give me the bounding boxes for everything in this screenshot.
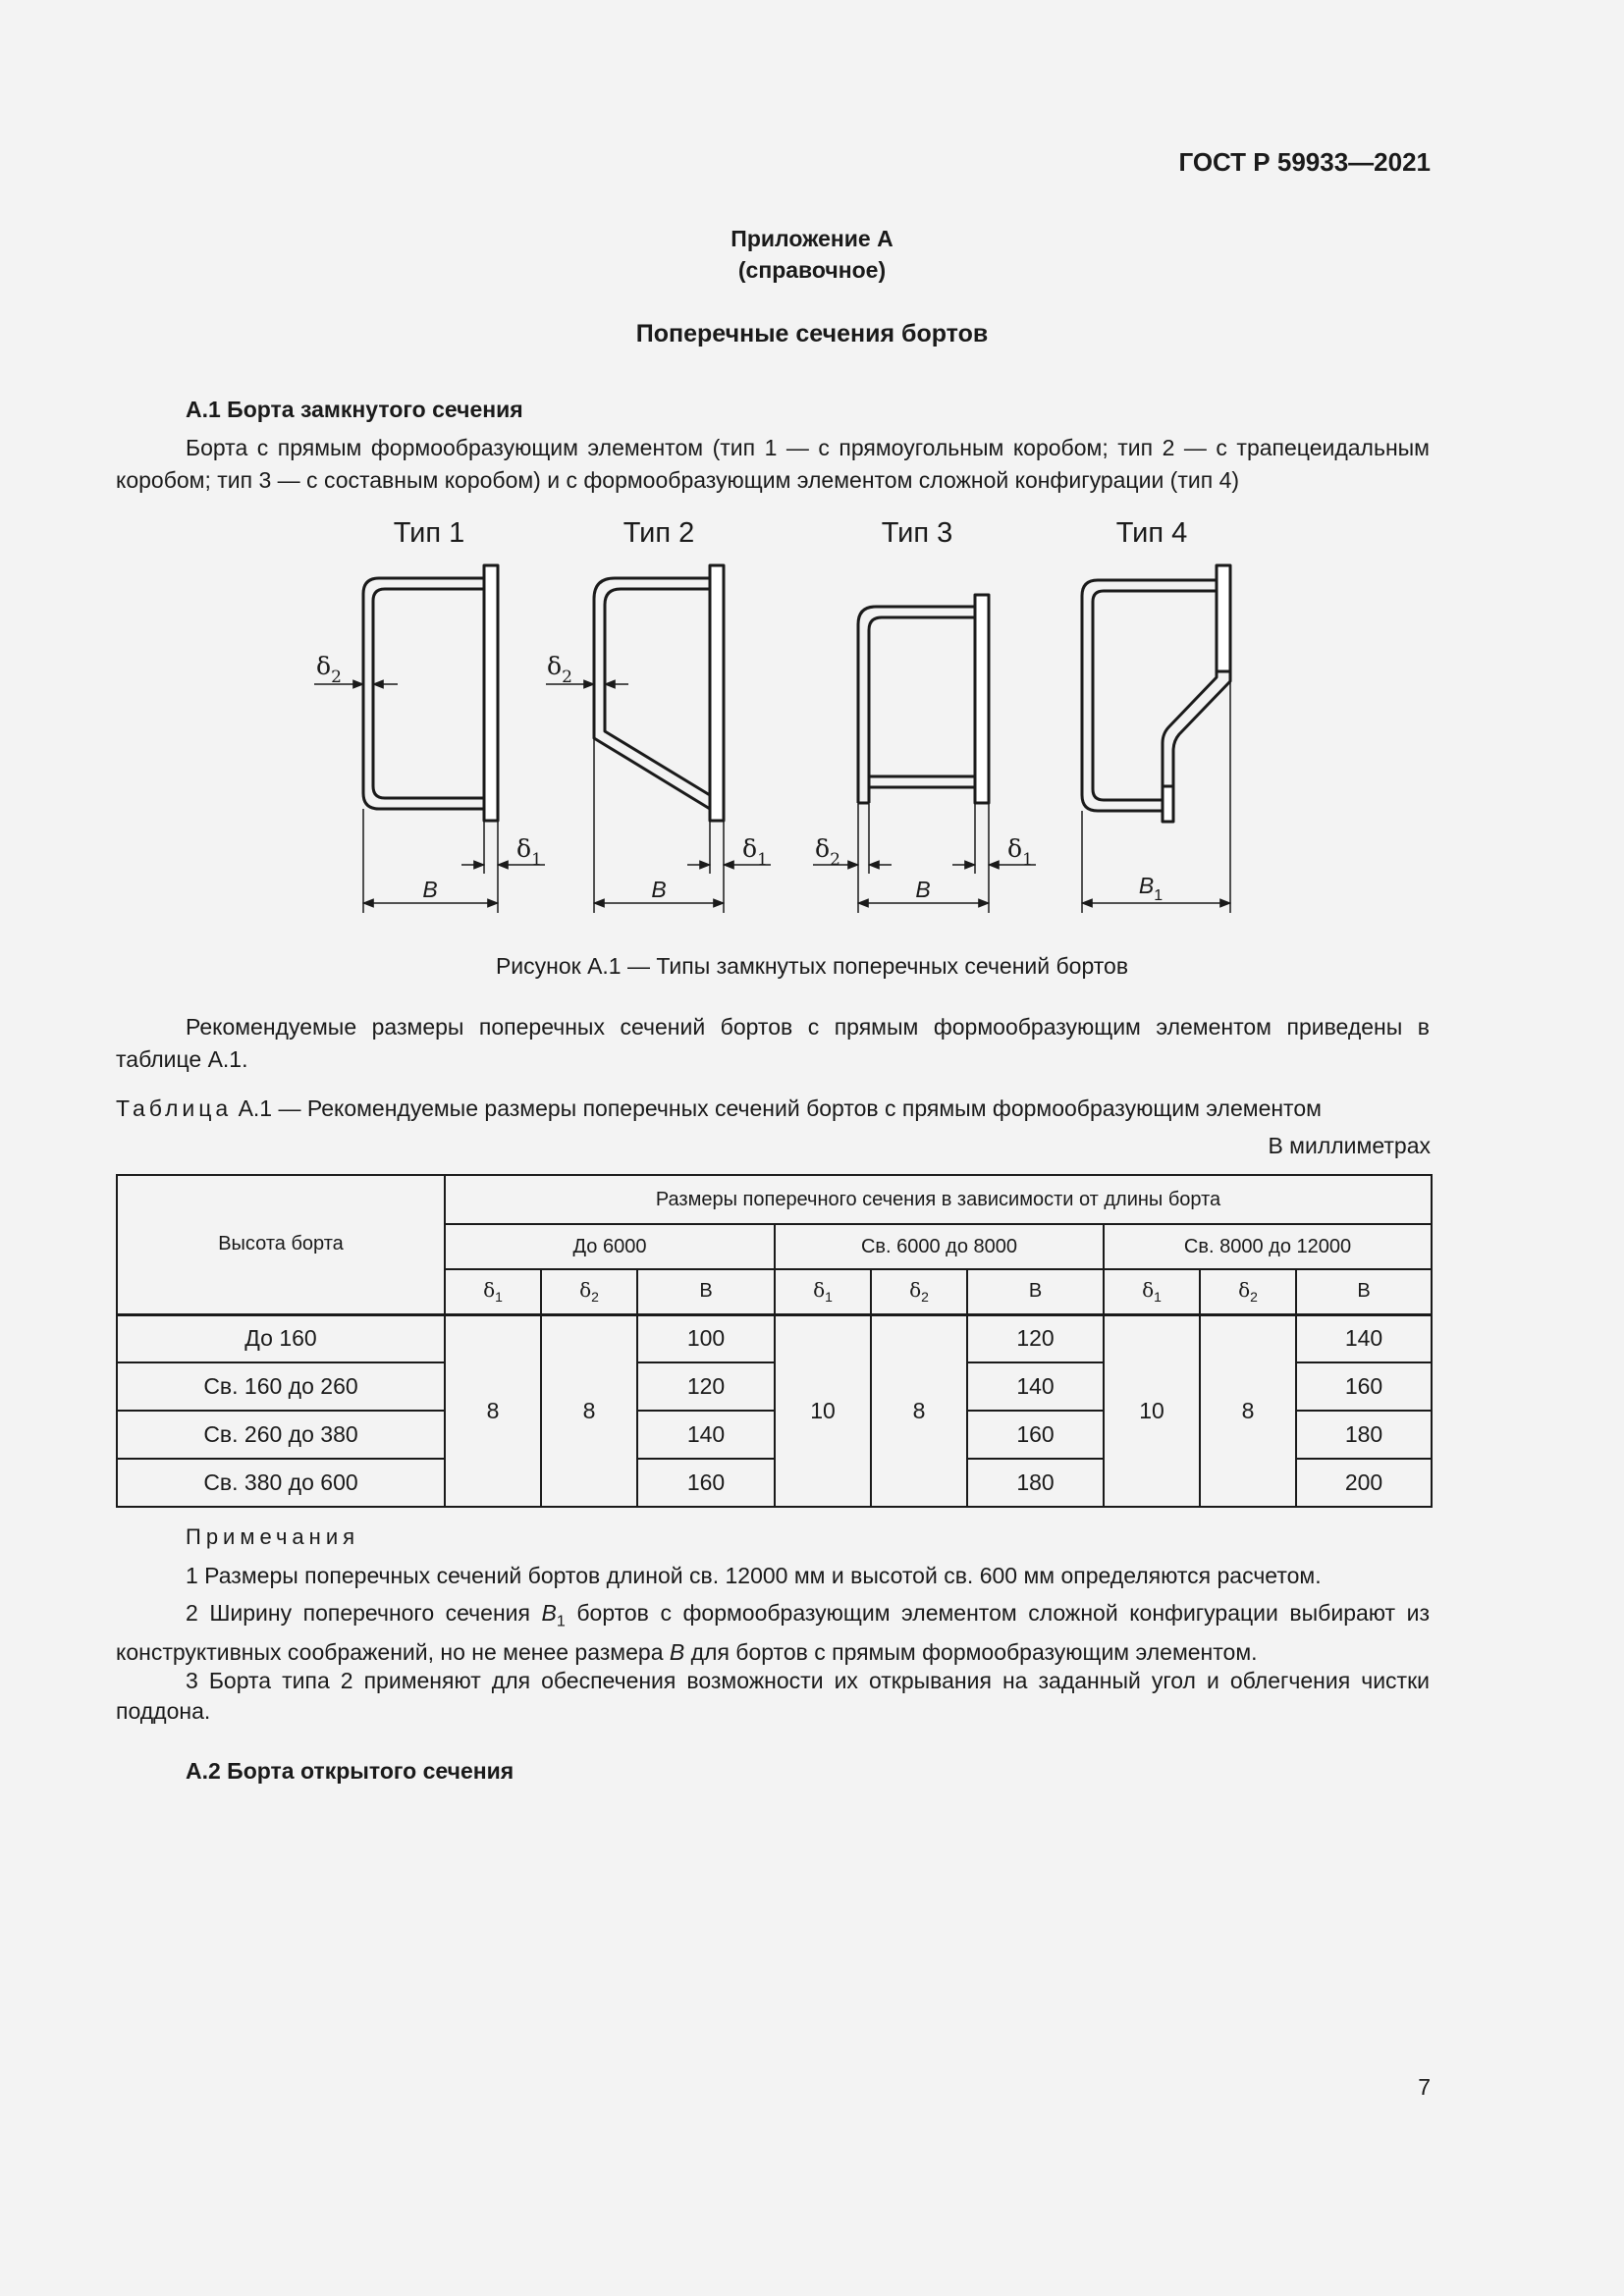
header-delta2-symbol: δ: [1238, 1278, 1251, 1303]
figure-label-delta2-type1: $\delta_2$: [316, 652, 342, 687]
header-delta1-sub: 1: [1154, 1289, 1162, 1306]
cell-d1-g2: 10: [775, 1314, 871, 1507]
cell-b-g1: 160: [637, 1459, 775, 1507]
note-2: [116, 1598, 1430, 1668]
cell-b-g3: 160: [1296, 1362, 1432, 1411]
section-type-1: [363, 565, 498, 821]
cell-b-g2: 140: [967, 1362, 1104, 1411]
cell-height: Св. 260 до 380: [117, 1411, 445, 1459]
dimensions-table: [116, 1174, 1433, 1508]
header-delta1: [1104, 1269, 1200, 1314]
header-delta1-sub: 1: [825, 1289, 833, 1306]
section-title: Поперечные сечения бортов: [635, 320, 989, 347]
cell-b-g2: 160: [967, 1411, 1104, 1459]
cell-height: До 160: [117, 1314, 445, 1362]
header-delta2: [871, 1269, 967, 1314]
figure-label-delta1-type3: $\delta_1$: [1007, 834, 1033, 870]
header-delta2-symbol: δ: [579, 1278, 592, 1303]
header-delta2: [1200, 1269, 1296, 1314]
note-2-part-a: 2 Ширину поперечного сечения: [186, 1600, 542, 1626]
paragraph-a1: Борта с прямым формообразующим элементом (тип 1 — с прямоугольным коробом; тип 2 — с трапецеидальным коробом; тип 3 — с составным коробом) и с формообразующим элементом сложной конфигурации (тип 4): [116, 435, 1430, 493]
figure-type-1-label: Тип 1: [393, 517, 465, 549]
table-units: В миллиметрах: [1268, 1133, 1431, 1158]
paragraph-intro-table: Рекомендуемые размеры поперечных сечений бортов с прямым формообразующим элементом приведены в таблице А.1.: [116, 1014, 1430, 1072]
cell-b-g3: 140: [1296, 1314, 1432, 1362]
figure-caption: Рисунок А.1 — Типы замкнутых поперечных сечений бортов: [495, 953, 1129, 979]
note-1: 1 Размеры поперечных сечений бортов длиной св. 12000 мм и высотой св. 600 мм определяются расчетом.: [186, 1563, 1322, 1588]
figure-label-b-type2: B: [651, 877, 667, 902]
figure-type-4-label: Тип 4: [1115, 517, 1188, 549]
cell-height: Св. 380 до 600: [117, 1459, 445, 1507]
figure-cross-sections: [0, 501, 1624, 933]
header-delta2-symbol: δ: [909, 1278, 922, 1303]
annex-subtitle: (справочное): [737, 257, 887, 283]
section-type-3: [858, 595, 989, 803]
note-2-b1: B: [541, 1600, 557, 1626]
header-delta1-sub: 1: [495, 1289, 503, 1306]
cell-d1-g3: 10: [1104, 1314, 1200, 1507]
header-height: Высота борта: [117, 1175, 445, 1314]
table-title: [116, 1095, 1430, 1122]
note-2-b1-sub: 1: [556, 1612, 566, 1630]
heading-a2: А.2 Борта открытого сечения: [186, 1758, 514, 1784]
table-title-text: А.1 — Рекомендуемые размеры поперечных сечений бортов с прямым формообразующим элементом: [238, 1095, 1322, 1121]
cell-b-g3: 180: [1296, 1411, 1432, 1459]
figure-label-b-type3: B: [915, 877, 931, 902]
cell-b-g2: 180: [967, 1459, 1104, 1507]
header-delta2: [541, 1269, 637, 1314]
notes-heading: Примечания: [186, 1524, 360, 1549]
note-2-part-e: для бортов с прямым формообразующим элементом.: [684, 1638, 1258, 1665]
figure-label-b-type1: B: [422, 877, 438, 902]
table-row: [117, 1314, 1432, 1362]
cell-b-g1: 120: [637, 1362, 775, 1411]
header-delta1-symbol: δ: [483, 1278, 496, 1303]
cell-b-g1: 140: [637, 1411, 775, 1459]
figure-label-delta1-type1: $\delta_1$: [516, 834, 542, 870]
header-group: Размеры поперечного сечения в зависимости от длины борта: [445, 1175, 1432, 1224]
cell-b-g3: 200: [1296, 1459, 1432, 1507]
header-delta1: [445, 1269, 541, 1314]
cell-d1-g1: 8: [445, 1314, 541, 1507]
header-delta1-symbol: δ: [813, 1278, 826, 1303]
header-delta2-sub: 2: [591, 1289, 599, 1306]
figure-label-b1-type4: $B_1$: [1138, 873, 1164, 904]
header-length-2: Св. 6000 до 8000: [775, 1224, 1104, 1269]
figure-label-delta1-type2: $\delta_1$: [742, 834, 768, 870]
heading-a1: А.1 Борта замкнутого сечения: [186, 397, 523, 422]
section-type-2: [594, 565, 724, 821]
figure-type-2-label: Тип 2: [623, 517, 695, 549]
cell-b-g1: 100: [637, 1314, 775, 1362]
header-delta1-symbol: δ: [1142, 1278, 1155, 1303]
header-length-3: Св. 8000 до 12000: [1104, 1224, 1432, 1269]
cell-d2-g3: 8: [1200, 1314, 1296, 1507]
header-delta2-sub: 2: [1250, 1289, 1258, 1306]
header-b: B: [637, 1269, 775, 1314]
page-number: 7: [1418, 2074, 1431, 2100]
cell-d2-g1: 8: [541, 1314, 637, 1507]
header-delta1: [775, 1269, 871, 1314]
document-code: ГОСТ Р 59933—2021: [1178, 147, 1431, 177]
header-length-1: До 6000: [445, 1224, 775, 1269]
cell-height: Св. 160 до 260: [117, 1362, 445, 1411]
annex-title: Приложение А: [731, 226, 893, 251]
cell-b-g2: 120: [967, 1314, 1104, 1362]
header-b: B: [967, 1269, 1104, 1314]
note-3: 3 Борта типа 2 применяют для обеспечения возможности их открывания на заданный угол и облегчения чистки поддона.: [116, 1668, 1430, 1724]
note-2-b: B: [669, 1638, 685, 1665]
cell-d2-g2: 8: [871, 1314, 967, 1507]
header-b: B: [1296, 1269, 1432, 1314]
figure-label-delta2-type3: $\delta_2$: [815, 834, 840, 870]
figure-label-delta2-type2: $\delta_2$: [547, 652, 572, 687]
figure-type-3-label: Тип 3: [881, 517, 953, 549]
section-type-4: [1082, 565, 1230, 822]
table-title-prefix: Таблица: [116, 1095, 233, 1121]
note-2-part-c: бортов с формообразующим элементом сложной конфигурации выбирают из конструктивных соображений, но не менее размера: [116, 1600, 1430, 1665]
header-delta2-sub: 2: [921, 1289, 929, 1306]
